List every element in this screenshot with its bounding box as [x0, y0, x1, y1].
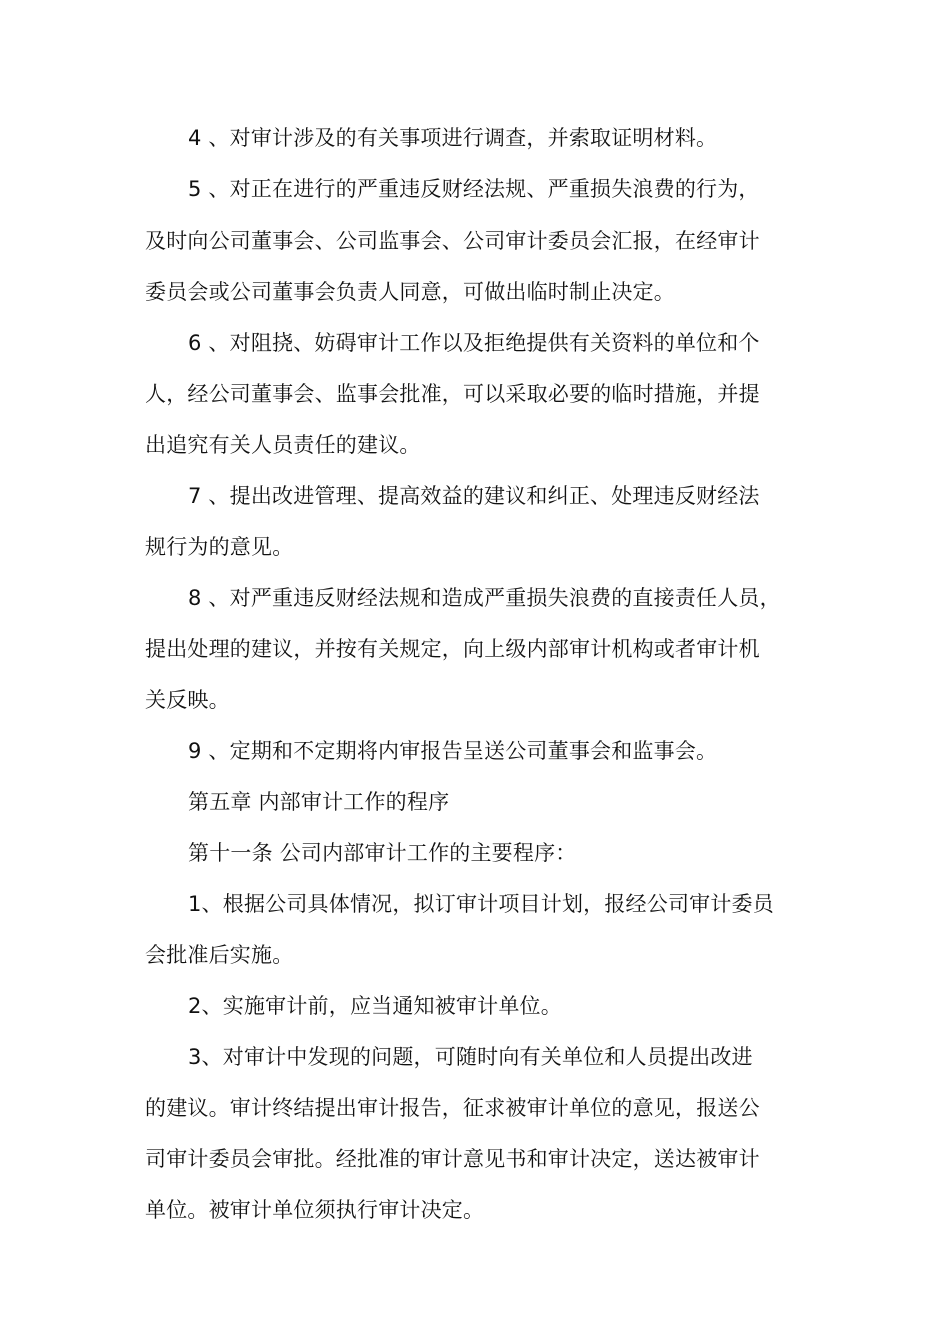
text-line: 1、根据公司具体情况，拟订审计项目计划，报经公司审计委员: [188, 892, 774, 916]
text-line: 委员会或公司董事会负责人同意，可做出临时制止决定。: [145, 280, 675, 304]
text-line: 司审计委员会审批。经批准的审计意见书和审计决定，送达被审计: [145, 1147, 760, 1171]
text-line: 单位。被审计单位须执行审计决定。: [145, 1198, 485, 1222]
text-line: 4 、对审计涉及的有关事项进行调查，并索取证明材料。: [188, 126, 718, 150]
text-line: 8 、对严重违反财经法规和造成严重损失浪费的直接责任人员，: [188, 586, 781, 610]
chapter-heading: 第五章 内部审计工作的程序: [188, 790, 450, 814]
text-line: 9 、定期和不定期将内审报告呈送公司董事会和监事会。: [188, 739, 718, 763]
text-line: 5 、对正在进行的严重违反财经法规、严重损失浪费的行为，: [188, 177, 760, 201]
text-line: 6 、对阻挠、妨碍审计工作以及拒绝提供有关资料的单位和个: [188, 331, 760, 355]
text-line: 规行为的意见。: [145, 535, 294, 559]
text-line: 及时向公司董事会、公司监事会、公司审计委员会汇报，在经审计: [145, 229, 760, 253]
text-line: 3、对审计中发现的问题，可随时向有关单位和人员提出改进: [188, 1045, 753, 1069]
text-line: 关反映。: [145, 688, 230, 712]
text-line: 的建议。审计终结提出审计报告，征求被审计单位的意见，报送公: [145, 1096, 760, 1120]
text-line: 出追究有关人员责任的建议。: [145, 433, 421, 457]
text-line: 2、实施审计前，应当通知被审计单位。: [188, 994, 562, 1018]
text-line: 会批准后实施。: [145, 943, 294, 967]
text-line: 人，经公司董事会、监事会批准，可以采取必要的临时措施，并提: [145, 382, 760, 406]
text-line: 提出处理的建议，并按有关规定，向上级内部审计机构或者审计机: [145, 637, 760, 661]
text-line: 7 、提出改进管理、提高效益的建议和纠正、处理违反财经法: [188, 484, 760, 508]
article-heading: 第十一条 公司内部审计工作的主要程序：: [188, 841, 577, 865]
